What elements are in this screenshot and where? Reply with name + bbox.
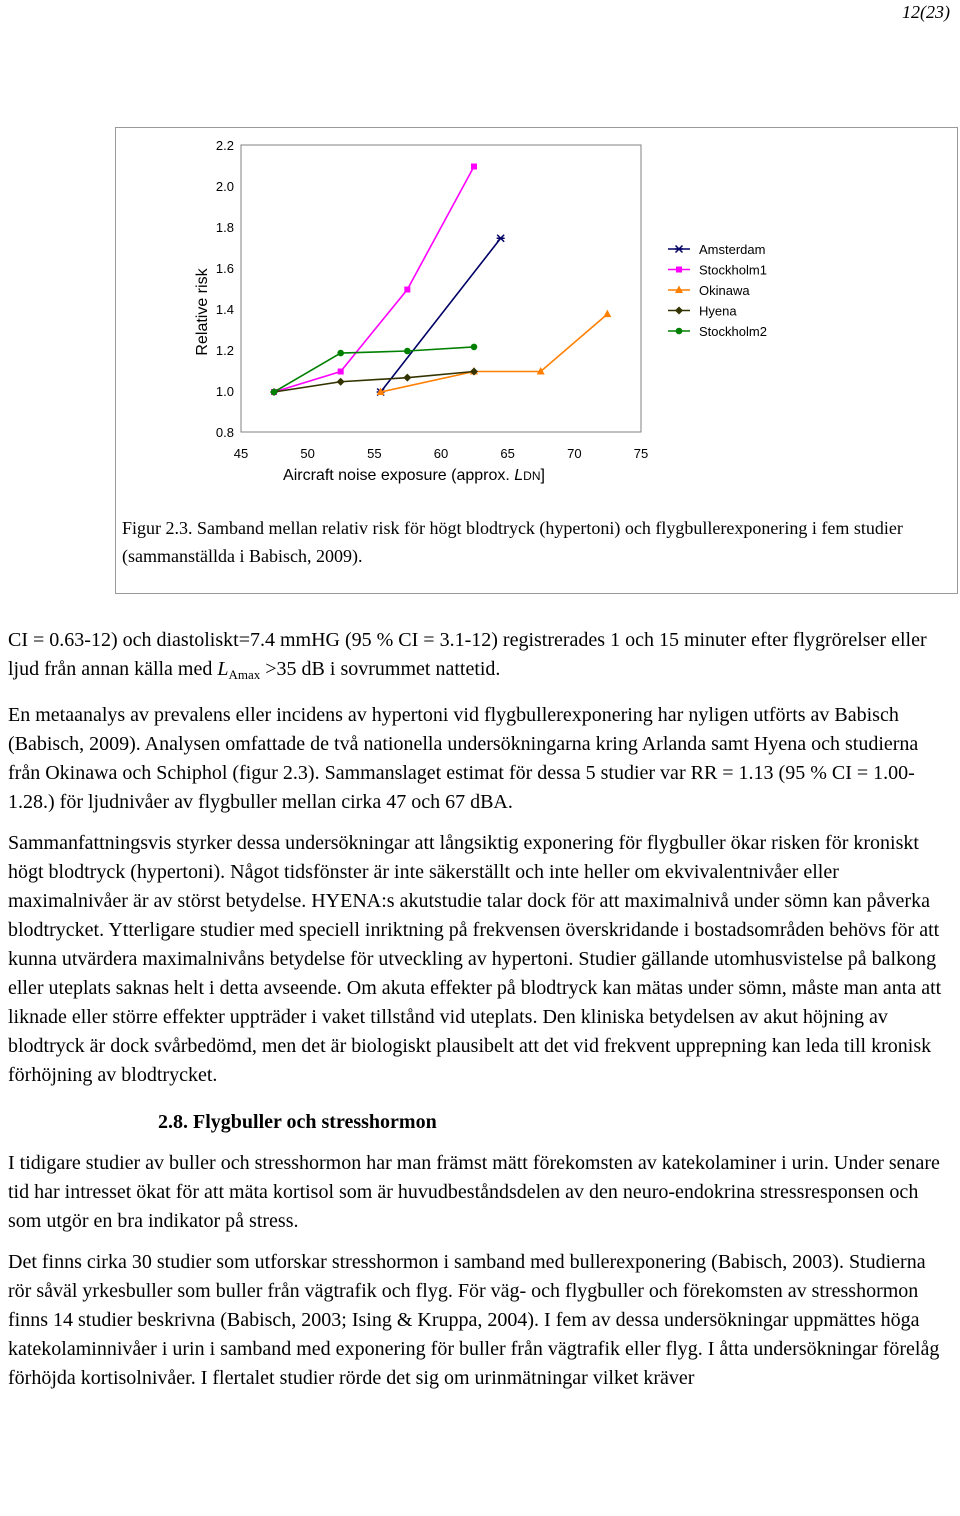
data-point-stockholm1 [338, 369, 344, 375]
data-point-stockholm1 [471, 164, 477, 170]
paragraph-2: En metaanalys av prevalens eller incidens av hypertoni vid flygbullerexponering har nyligen utförts av Babisch (Babisch, 2009). Analysen omfattade de två nationella undersökningarna kring Arlanda samt Hyena och studierna från Okinawa och Schiphol (figur 2.3). Sammanslaget estimat för dessa 5 studier var RR = 1.13 (95 % CI = 1.00-1.28.) för ljudnivåer av flygbuller mellan cirka 47 och 67 dBA. [8, 704, 919, 813]
y-tick-label: 1.6 [215, 261, 234, 276]
y-tick-label: 1.0 [215, 384, 234, 399]
data-point-stockholm2 [271, 389, 278, 396]
y-axis-label: Relative risk [194, 268, 211, 356]
x-axis-label-italic: L [514, 467, 524, 484]
legend-marker [675, 307, 683, 315]
x-axis-label-suffix: ] [540, 467, 545, 484]
x-axis-label-sub: DN [523, 469, 541, 483]
legend-label: Stockholm2 [699, 324, 767, 339]
legend-label: Hyena [699, 303, 737, 319]
data-point-stockholm2 [471, 344, 478, 351]
section-heading: 2.8. Flygbuller och stresshormon [158, 1111, 437, 1133]
figure-caption: Figur 2.3. Samband mellan relativ risk för högt blodtryck (hypertoni) och flygbullerexponering i fem studier (sammanställda i Babisch, 2009). [122, 518, 903, 566]
x-tick-label: 45 [233, 446, 249, 461]
lamax-symbol: L [217, 658, 229, 680]
paragraph-5: Det finns cirka 30 studier som utforskar stresshormon i samband med bullerexponering (Babisch, 2003). Studierna rör såväl yrkesbuller som buller från vägtrafik och flyg. För väg- och flygbuller och förekomsten av stresshormon finns 14 studier beskrivna (Babisch, 2003; Ising & Kruppa, 2004). I fem av dessa undersökningar uppmättes höga katekolaminnivåer i urin i samband med exponering för buller från vägtrafik eller flyg. I åtta undersökningar förelåg förhöjda kortisolnivåer. I flertalet studier rörde det sig om urinmätningar vilket kräver [8, 1251, 940, 1389]
paragraph-1-start: CI = 0.63-12) och diastoliskt=7.4 mmHG (95 % CI = 3.1-12) registrerades 1 och 15 minuter efter flygrörelser eller ljud från annan källa med [8, 629, 927, 680]
legend-marker [675, 246, 683, 253]
paragraph-4: I tidigare studier av buller och stresshormon har man främst mätt förekomsten av katekolaminer i urin. Under senare tid har intresset ökat för att mäta kortisol som är huvudbeståndsdelen av den neuro-endokrina stressresponsen och som utgör en bra indikator på stress. [8, 1152, 940, 1232]
legend-label: Stockholm1 [699, 262, 767, 278]
paragraph-3: Sammanfattningsvis styrker dessa undersökningar att långsiktig exponering för flygbuller ökar risken för kroniskt högt blodtryck (hypertoni). Något tidsfönster är inte säkerställt och inte heller om ekvivalentnivåer eller maximalnivåer är av störst betydelse. HYENA:s akutstudie talar dock för att maximalnivå under sömn kan påverka blodtrycket. Ytterligare studier med speciell inriktning på frekvensen överskridande i bostadsområden behövs för att kunna utvärdera maximalnivåns betydelse för utveckling av hypertoni. Studier gällande utomhusvistelse på balkong eller uteplats saknas helt i detta avseende. Om akuta effekter på blodtryck kan mätas under sömn, måste man anta att liknade eller större effekter uppträder i vaket tillstånd vid uteplats. Den kliniska betydelsen av akut höjning av blodtryck är dock svårbedömd, men det är biologiskt plausibelt att det vid frekvent upprepning kan leda till kronisk förhöjning av blodtrycket. [8, 832, 942, 1086]
x-axis-label [283, 467, 545, 484]
legend-marker [676, 267, 682, 273]
legend-label: Amsterdam [699, 242, 766, 257]
x-tick-label: 70 [567, 446, 582, 461]
page-number: 12(23) [902, 2, 950, 22]
x-tick-label: 50 [300, 446, 315, 461]
legend-label: Okinawa [699, 283, 750, 298]
lamax-subscript: Amax [228, 667, 261, 682]
y-tick-label: 2.2 [215, 138, 234, 153]
x-tick-label: 65 [500, 446, 515, 461]
data-point-stockholm1 [404, 287, 410, 293]
y-tick-label: 1.2 [215, 343, 234, 358]
x-tick-label: 60 [433, 446, 449, 461]
data-point-stockholm2 [404, 348, 411, 355]
y-tick-label: 2.0 [215, 179, 234, 194]
paragraph-1 [8, 626, 952, 689]
y-tick-label: 1.4 [215, 302, 234, 317]
x-axis-label-prefix: Aircraft noise exposure (approx. [283, 467, 515, 484]
body-text [8, 626, 952, 1405]
x-tick-label: 55 [367, 446, 382, 461]
data-point-stockholm2 [337, 350, 344, 357]
y-tick-label: 0.8 [215, 425, 234, 440]
y-tick-label: 1.8 [215, 220, 234, 235]
legend-marker [676, 328, 683, 335]
paragraph-1-end: >35 dB i sovrummet nattetid. [260, 658, 501, 680]
plot-area [241, 145, 641, 432]
x-tick-label: 75 [633, 446, 649, 461]
